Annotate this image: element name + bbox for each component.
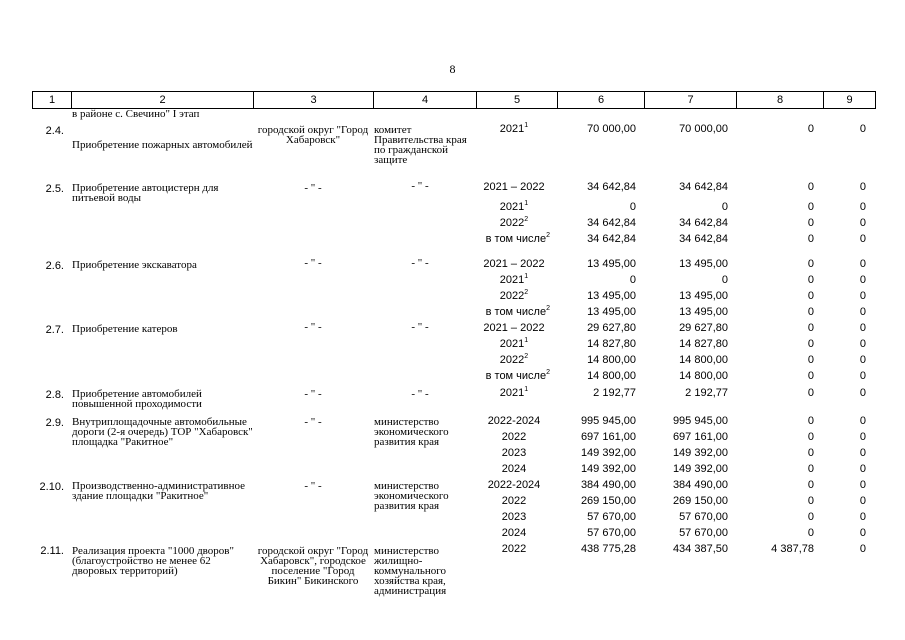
row-name: Приобретение экскаватора bbox=[72, 259, 197, 271]
period-text: 2021 bbox=[499, 387, 525, 399]
period-cell bbox=[474, 543, 554, 555]
table-row bbox=[32, 463, 873, 479]
col-header-2: 2 bbox=[72, 92, 254, 109]
value-col-6: 14 800,00 bbox=[587, 354, 636, 366]
value-col-8: 0 bbox=[807, 233, 814, 245]
period-cell bbox=[474, 258, 554, 270]
value-col-8: 0 bbox=[807, 479, 814, 491]
value-col-7: 13 495,00 bbox=[679, 306, 728, 318]
value-col-8: 0 bbox=[807, 370, 814, 382]
value-col-9: 0 bbox=[859, 511, 866, 523]
row-executor: комитет Правительства края по гражданской защите bbox=[374, 124, 467, 166]
value-col-6: 34 642,84 bbox=[587, 181, 636, 193]
value-col-9: 0 bbox=[859, 306, 866, 318]
row-level: городской округ "Город Хабаровск", городское поселение "Город Бикин" Бикинского bbox=[257, 545, 369, 587]
row-number: 2.9. bbox=[45, 417, 64, 429]
value-col-7: 57 670,00 bbox=[679, 527, 728, 539]
value-col-8: 0 bbox=[807, 290, 814, 302]
period-text: 2022 bbox=[499, 354, 525, 366]
row-name: Приобретение пожарных автомобилей bbox=[72, 139, 253, 151]
page-number: 8 bbox=[449, 62, 456, 76]
value-col-7: 14 800,00 bbox=[679, 370, 728, 382]
value-col-6: 995 945,00 bbox=[580, 415, 636, 427]
value-col-7: 269 150,00 bbox=[672, 495, 728, 507]
table-row bbox=[32, 447, 873, 463]
value-col-6: 57 670,00 bbox=[587, 511, 636, 523]
table-row bbox=[32, 201, 873, 217]
value-col-6: 438 775,28 bbox=[580, 543, 636, 555]
period-cell bbox=[474, 201, 554, 213]
value-col-6: 34 642,84 bbox=[587, 233, 636, 245]
footnote-mark: 2 bbox=[524, 353, 529, 360]
row-executor: министерство экономического развития края bbox=[374, 416, 449, 448]
period-cell bbox=[474, 370, 550, 382]
value-col-7: 14 827,80 bbox=[679, 338, 728, 350]
value-col-8: 0 bbox=[807, 338, 814, 350]
period-text: 2023 bbox=[501, 511, 527, 523]
row-name: Приобретение катеров bbox=[72, 323, 178, 335]
value-col-6: 0 bbox=[629, 274, 636, 286]
value-col-9: 0 bbox=[859, 431, 866, 443]
table-row bbox=[32, 322, 873, 338]
value-col-9: 0 bbox=[859, 543, 866, 555]
value-col-8: 0 bbox=[807, 274, 814, 286]
value-col-9: 0 bbox=[859, 354, 866, 366]
row-name: Приобретение автомобилей повышенной проходимости bbox=[72, 388, 202, 410]
period-cell bbox=[474, 463, 554, 475]
value-col-8: 0 bbox=[807, 306, 814, 318]
footnote-mark: 2 bbox=[546, 305, 550, 312]
col-header-9: 9 bbox=[824, 92, 876, 109]
footnote-mark: 1 bbox=[524, 200, 529, 207]
period-cell bbox=[474, 495, 554, 507]
value-col-9: 0 bbox=[859, 387, 866, 399]
value-col-8: 0 bbox=[807, 431, 814, 443]
period-cell bbox=[474, 306, 550, 318]
period-text: в том числе bbox=[485, 306, 547, 318]
period-text: 2022-2024 bbox=[487, 415, 541, 427]
row-level: - " - bbox=[304, 257, 322, 269]
row-executor: - " - bbox=[411, 257, 429, 269]
value-col-7: 2 192,77 bbox=[685, 387, 728, 399]
value-col-8: 0 bbox=[807, 181, 814, 193]
table-row bbox=[32, 123, 873, 139]
value-col-9: 0 bbox=[859, 370, 866, 382]
table-row bbox=[32, 415, 873, 431]
period-cell bbox=[474, 338, 554, 350]
value-col-6: 34 642,84 bbox=[587, 217, 636, 229]
footnote-mark: 2 bbox=[546, 369, 550, 376]
row-level: городской округ "Город Хабаровск" bbox=[257, 124, 369, 146]
period-text: 2021 bbox=[499, 123, 525, 135]
value-col-7: 14 800,00 bbox=[679, 354, 728, 366]
footnote-mark: 1 bbox=[524, 273, 529, 280]
value-col-8: 0 bbox=[807, 511, 814, 523]
row-level: - " - bbox=[304, 321, 322, 333]
value-col-9: 0 bbox=[859, 274, 866, 286]
table-row bbox=[32, 370, 873, 386]
row-level: - " - bbox=[304, 416, 322, 428]
period-cell bbox=[474, 322, 554, 334]
value-col-9: 0 bbox=[859, 495, 866, 507]
row-number: 2.7. bbox=[45, 324, 64, 336]
row-number: 2.11. bbox=[40, 545, 64, 557]
value-col-7: 0 bbox=[721, 201, 728, 213]
table-row bbox=[32, 354, 873, 370]
value-col-9: 0 bbox=[859, 527, 866, 539]
period-text: 2021 bbox=[499, 274, 525, 286]
value-col-6: 149 392,00 bbox=[580, 463, 636, 475]
value-col-6: 13 495,00 bbox=[587, 306, 636, 318]
value-col-9: 0 bbox=[859, 233, 866, 245]
column-header-row bbox=[32, 91, 876, 109]
value-col-8: 0 bbox=[807, 322, 814, 334]
col-header-4: 4 bbox=[374, 92, 477, 109]
period-cell bbox=[474, 181, 554, 193]
period-cell bbox=[474, 447, 554, 459]
value-col-8: 4 387,78 bbox=[771, 543, 814, 555]
value-col-9: 0 bbox=[859, 181, 866, 193]
col-header-7: 7 bbox=[645, 92, 737, 109]
period-text: в том числе bbox=[485, 233, 547, 245]
value-col-6: 13 495,00 bbox=[587, 258, 636, 270]
value-col-7: 13 495,00 bbox=[679, 258, 728, 270]
value-col-9: 0 bbox=[859, 217, 866, 229]
period-cell bbox=[474, 431, 554, 443]
col-header-1: 1 bbox=[33, 92, 72, 109]
period-cell bbox=[474, 290, 554, 302]
period-cell bbox=[474, 123, 554, 135]
col-header-3: 3 bbox=[254, 92, 374, 109]
row-name: Внутриплощадочные автомобильные дороги (2-я очередь) ТОР "Хабаровск" площадка "Ракитное" bbox=[72, 416, 253, 448]
table-row bbox=[32, 431, 873, 447]
value-col-8: 0 bbox=[807, 354, 814, 366]
footnote-mark: 2 bbox=[524, 289, 529, 296]
period-text: 2021 – 2022 bbox=[483, 258, 545, 270]
value-col-6: 57 670,00 bbox=[587, 527, 636, 539]
value-col-8: 0 bbox=[807, 201, 814, 213]
value-col-9: 0 bbox=[859, 415, 866, 427]
value-col-7: 697 161,00 bbox=[672, 431, 728, 443]
value-col-9: 0 bbox=[859, 447, 866, 459]
value-col-8: 0 bbox=[807, 387, 814, 399]
row-executor: - " - bbox=[411, 180, 429, 192]
footnote-mark: 1 bbox=[524, 122, 529, 129]
row-executor: - " - bbox=[411, 321, 429, 333]
period-text: в том числе bbox=[485, 370, 547, 382]
value-col-7: 57 670,00 bbox=[679, 511, 728, 523]
row-executor: - " - bbox=[411, 388, 429, 400]
row-name: Реализация проекта "1000 дворов" (благоустройство не менее 62 дворовых территорий) bbox=[72, 545, 234, 577]
period-cell bbox=[474, 217, 554, 229]
value-col-8: 0 bbox=[807, 123, 814, 135]
value-col-8: 0 bbox=[807, 463, 814, 475]
row-number: 2.8. bbox=[45, 389, 64, 401]
value-col-6: 0 bbox=[629, 201, 636, 213]
value-col-6: 14 827,80 bbox=[587, 338, 636, 350]
value-col-8: 0 bbox=[807, 415, 814, 427]
row-level: - " - bbox=[304, 182, 322, 194]
table-row bbox=[32, 306, 873, 322]
value-col-9: 0 bbox=[859, 290, 866, 302]
period-text: 2021 – 2022 bbox=[483, 322, 545, 334]
value-col-7: 384 490,00 bbox=[672, 479, 728, 491]
row-number: 2.4. bbox=[45, 125, 64, 137]
table-row bbox=[32, 233, 873, 249]
value-col-7: 995 945,00 bbox=[672, 415, 728, 427]
period-text: 2021 bbox=[499, 201, 525, 213]
footnote-mark: 2 bbox=[546, 232, 550, 239]
period-text: 2021 bbox=[499, 338, 525, 350]
period-cell bbox=[474, 415, 554, 427]
value-col-8: 0 bbox=[807, 447, 814, 459]
period-cell bbox=[474, 233, 550, 245]
table-row bbox=[32, 479, 873, 495]
period-text: 2022 bbox=[499, 217, 525, 229]
row-executor: министерство жилищно-коммунального хозяйства края, администрация bbox=[374, 545, 447, 597]
row-executor: министерство экономического развития края bbox=[374, 480, 449, 512]
period-text: 2023 bbox=[501, 447, 527, 459]
period-text: 2021 – 2022 bbox=[483, 181, 545, 193]
footnote-mark: 1 bbox=[524, 337, 529, 344]
value-col-6: 13 495,00 bbox=[587, 290, 636, 302]
value-col-6: 384 490,00 bbox=[580, 479, 636, 491]
value-col-6: 70 000,00 bbox=[587, 123, 636, 135]
value-col-9: 0 bbox=[859, 123, 866, 135]
row-number: 2.10. bbox=[39, 481, 64, 493]
value-col-7: 70 000,00 bbox=[679, 123, 728, 135]
row-name: Производственно-административное здание площадки "Ракитное" bbox=[72, 480, 246, 502]
period-text: 2022 bbox=[501, 543, 527, 555]
value-col-7: 13 495,00 bbox=[679, 290, 728, 302]
value-col-9: 0 bbox=[859, 338, 866, 350]
period-text: 2022 bbox=[499, 290, 525, 302]
table-row bbox=[32, 290, 873, 306]
table-row bbox=[32, 258, 873, 274]
period-text: 2024 bbox=[501, 527, 527, 539]
period-text: 2024 bbox=[501, 463, 527, 475]
value-col-9: 0 bbox=[859, 201, 866, 213]
value-col-6: 14 800,00 bbox=[587, 370, 636, 382]
row-name: Приобретение автоцистерн для питьевой воды bbox=[72, 182, 219, 204]
value-col-6: 149 392,00 bbox=[580, 447, 636, 459]
continuation-text: в районе с. Свечино" I этап bbox=[72, 108, 200, 120]
table-row bbox=[32, 495, 873, 511]
value-col-7: 34 642,84 bbox=[679, 181, 728, 193]
table-row bbox=[32, 543, 873, 559]
value-col-6: 29 627,80 bbox=[587, 322, 636, 334]
period-cell bbox=[474, 511, 554, 523]
value-col-6: 697 161,00 bbox=[580, 431, 636, 443]
period-text: 2022-2024 bbox=[487, 479, 541, 491]
value-col-6: 269 150,00 bbox=[580, 495, 636, 507]
table-row bbox=[32, 217, 873, 233]
footnote-mark: 1 bbox=[524, 386, 529, 393]
period-text: 2022 bbox=[501, 431, 527, 443]
table-row bbox=[32, 274, 873, 290]
table-row bbox=[32, 511, 873, 527]
value-col-9: 0 bbox=[859, 258, 866, 270]
value-col-6: 2 192,77 bbox=[593, 387, 636, 399]
value-col-8: 0 bbox=[807, 495, 814, 507]
value-col-8: 0 bbox=[807, 217, 814, 229]
value-col-7: 29 627,80 bbox=[679, 322, 728, 334]
value-col-7: 34 642,84 bbox=[679, 233, 728, 245]
table-row bbox=[32, 338, 873, 354]
period-cell bbox=[474, 387, 554, 399]
col-header-5: 5 bbox=[477, 92, 558, 109]
row-number: 2.6. bbox=[45, 260, 64, 272]
row-number: 2.5. bbox=[45, 183, 64, 195]
table-row bbox=[32, 387, 873, 403]
row-level: - " - bbox=[304, 388, 322, 400]
period-cell bbox=[474, 274, 554, 286]
col-header-8: 8 bbox=[737, 92, 824, 109]
value-col-7: 34 642,84 bbox=[679, 217, 728, 229]
value-col-9: 0 bbox=[859, 479, 866, 491]
footnote-mark: 2 bbox=[524, 216, 529, 223]
period-cell bbox=[474, 354, 554, 366]
period-cell bbox=[474, 479, 554, 491]
value-col-9: 0 bbox=[859, 322, 866, 334]
row-level: - " - bbox=[304, 480, 322, 492]
col-header-6: 6 bbox=[558, 92, 645, 109]
value-col-9: 0 bbox=[859, 463, 866, 475]
value-col-7: 149 392,00 bbox=[672, 463, 728, 475]
period-cell bbox=[474, 527, 554, 539]
table-row bbox=[32, 527, 873, 543]
period-text: 2022 bbox=[501, 495, 527, 507]
table-row bbox=[32, 181, 873, 197]
value-col-8: 0 bbox=[807, 258, 814, 270]
value-col-7: 149 392,00 bbox=[672, 447, 728, 459]
value-col-7: 434 387,50 bbox=[672, 543, 728, 555]
value-col-7: 0 bbox=[721, 274, 728, 286]
value-col-8: 0 bbox=[807, 527, 814, 539]
